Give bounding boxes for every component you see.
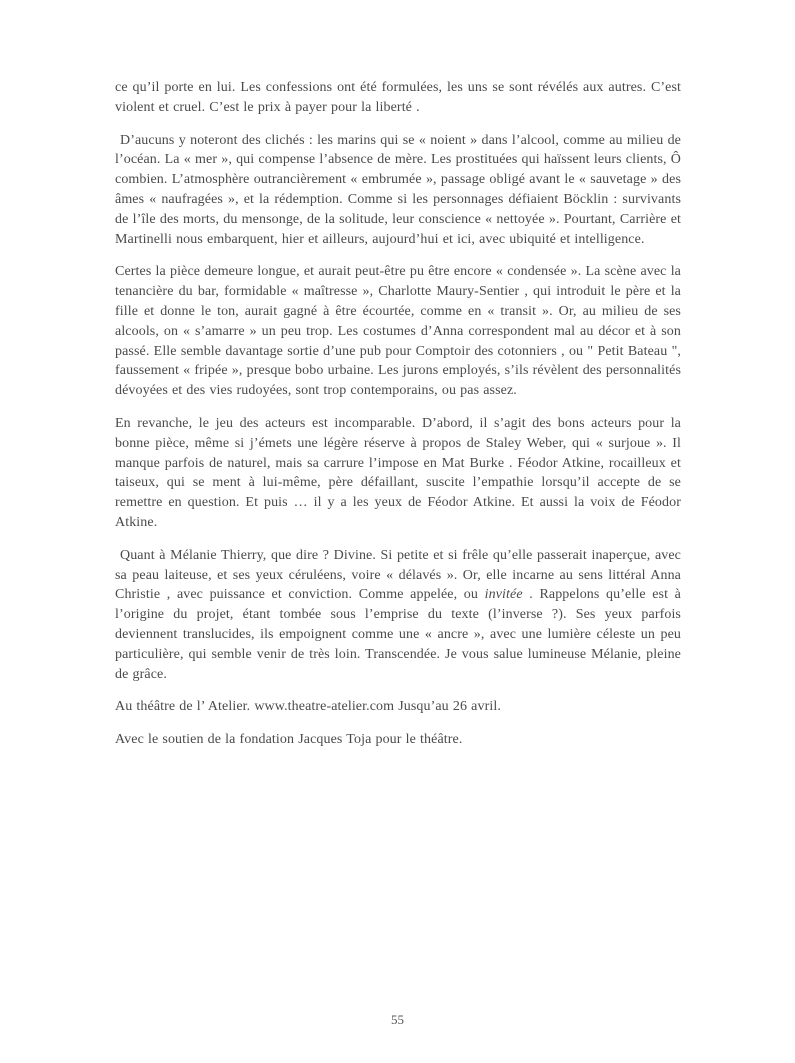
text-block [115, 78, 681, 763]
paragraph-text: . Rappelons qu’elle est à l’origine du projet, étant tombée sous l’emprise du texte (l’inverse ?). Ses yeux parfois deviennent translucides, ils empoignent comme une « ancre », avec une lumière céleste un peu particulière, qui semble venir de très loin. Transcendée. Je vous salue lumineuse Mélanie, pleine de grâce. [115, 587, 682, 682]
italic-word: invitée [484, 587, 523, 603]
paragraph: D’aucuns y noteront des clichés : les marins qui se « noient » dans l’alcool, comme au milieu de l’océan. La « mer », qui compense l’absence de mère. Les prostituées qui haïssent leurs clients, Ô combien. L’atmosphère outrancièrement « embrumée », passage obligé avant le « sauvetage » des âmes « naufragées », et la rédemption. Comme si les personnages défiaient Böcklin : survivants de l’île des morts, du mensonge, de la solitude, leur conscience « nettoyée ». Pourtant, Carrière et Martinelli nous embarquent, hier et ailleurs, aujourd’hui et ici, avec ubiquité et intelligence. [115, 132, 681, 247]
paragraph: En revanche, le jeu des acteurs est incomparable. D’abord, il s’agit des bons acteurs pour la bonne pièce, même si j’émets une légère réserve à propos de Staley Weber, qui « surjoue ». Il manque parfois de naturel, mais sa carrure l’impose en Mat Burke . Féodor Atkine, rocailleux et taiseux, qui se ment à lui-même, père défaillant, suscite l’empathie lorsqu’il accepte de se remettre en question. Et puis … il y a les yeux de Féodor Atkine. Et aussi la voix de Féodor Atkine. [115, 415, 681, 530]
page-number: 55 [391, 1012, 404, 1027]
paragraph: Certes la pièce demeure longue, et aurait peut-être pu être encore « condensée ». La scène avec la tenancière du bar, formidable « maîtresse », Charlotte Maury-Sentier , qui introduit le père et la fille et donne le ton, aurait gagné à être écourtée, comme en « transit ». Or, au milieu de ses alcools, on « s’amarre » un peu trop. Les costumes d’Anna correspondent mal au décor et à son passé. Elle semble davantage sortie d’une pub pour Comptoir des cotonniers , ou " Petit Bateau ", faussement « fripée », presque bobo urbaine. Les jurons employés, s’ils révèlent des personnalités dévoyées et des vies rudoyées, sont trop contemporains, ou pas assez. [115, 264, 681, 399]
paragraph [115, 546, 681, 685]
venue-line: Au théâtre de l’ Atelier. www.theatre-atelier.com Jusqu’au 26 avril. [115, 699, 501, 715]
paragraph-continuation: ce qu’il porte en lui. Les confessions ont été formulées, les uns se sont révélés aux autres. C’est violent et cruel. C’est le prix à payer pour la liberté . [115, 80, 681, 115]
paragraph-text: Quant à Mélanie Thierry, que dire ? Divine. Si petite et si frêle qu’elle passerait inaperçue, avec sa peau laiteuse, et ses yeux céruléens, voire « délavés ». Or, elle incarne au sens littéral Anna Christie , avec puissance et conviction. Comme appelée, ou [115, 547, 681, 603]
sponsor-line: Avec le soutien de la fondation Jacques Toja pour le théâtre. [115, 732, 463, 748]
